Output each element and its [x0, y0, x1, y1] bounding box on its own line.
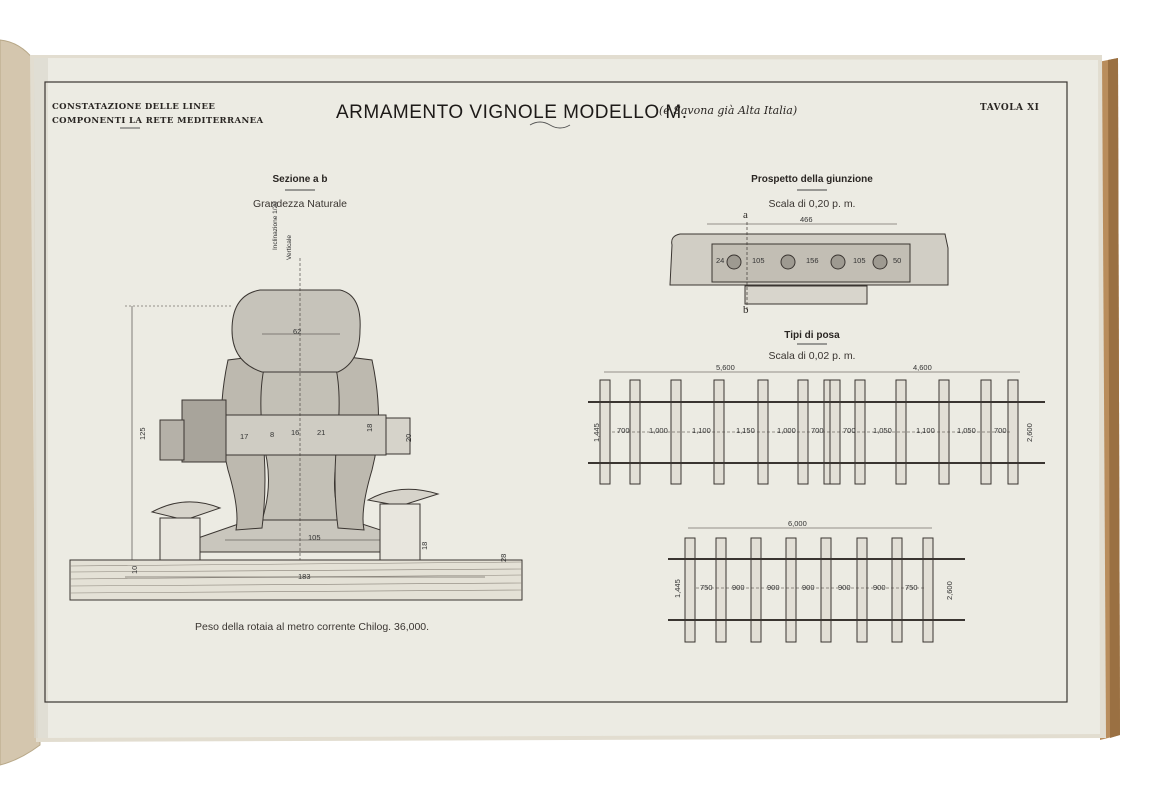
- track1-spacing: 1,050: [873, 426, 892, 435]
- section-ab-title: Sezione a b: [272, 174, 328, 185]
- junction-dim-105a: 105: [752, 256, 765, 265]
- dim-21: 21: [317, 428, 326, 437]
- label-inclination: Inclinazione 1/20: [272, 201, 279, 250]
- track1-spacing: 700: [994, 426, 1007, 435]
- dim-28: 28: [499, 553, 508, 562]
- plate-title: ARMAMENTO VIGNOLE MODELLO M.: [336, 102, 688, 123]
- dim-10: 10: [130, 565, 139, 574]
- junction-mark-a: a: [743, 209, 748, 221]
- track2-spacing: 900: [838, 583, 851, 592]
- junction-dim-50: 50: [893, 256, 902, 265]
- track2-gauge-left: 1,445: [673, 579, 682, 598]
- header-collection-label: [52, 100, 264, 128]
- junction-scale: Scala di 0,20 p. m.: [768, 198, 856, 210]
- dim-rail-height: 125: [138, 427, 147, 440]
- dim-18: 18: [420, 541, 429, 550]
- track2-gauge-right: 2,600: [945, 581, 954, 600]
- track1-dim-left: 5,600: [716, 363, 735, 372]
- dim-16: 16: [291, 428, 300, 437]
- section-ab-subtitle: Grandezza Naturale: [253, 198, 347, 210]
- dim-base-width: 105: [308, 533, 321, 542]
- dim-head-width: 62: [293, 327, 302, 336]
- track2-spacing: 750: [905, 583, 918, 592]
- header-line-1: CONSTATAZIONE DELLE LINEE: [52, 102, 216, 112]
- laying-scale: Scala di 0,02 p. m.: [768, 350, 856, 362]
- track1-spacing: 700: [811, 426, 824, 435]
- junction-dim-105b: 105: [853, 256, 866, 265]
- track1-dim-right: 4,600: [913, 363, 932, 372]
- plate-subtitle: (e Savona già Alta Italia): [659, 104, 798, 117]
- dim-sleeper-width: 183: [298, 572, 311, 581]
- track2-dim-top: 6,000: [788, 519, 807, 528]
- dim-18b: 18: [365, 423, 374, 432]
- track2-spacing: 900: [732, 583, 745, 592]
- rail-weight-caption: Peso della rotaia al metro corrente Chilog. 36,000.: [195, 621, 430, 633]
- track2-spacing: 900: [802, 583, 815, 592]
- laying-title: Tipi di posa: [784, 330, 840, 341]
- junction-mark-b: b: [743, 304, 749, 316]
- track2-spacing: 750: [700, 583, 713, 592]
- header-line-2: COMPONENTI LA RETE MEDITERRANEA: [52, 116, 264, 126]
- dim-17: 17: [240, 432, 249, 441]
- label-vertical: Verticale: [286, 235, 293, 260]
- dim-20: 20: [404, 433, 413, 442]
- track1-spacing: 700: [843, 426, 856, 435]
- track1-spacing: 1,000: [649, 426, 668, 435]
- track1-gauge-left: 1,445: [592, 423, 601, 442]
- track1-spacing: 1,100: [916, 426, 935, 435]
- track2-spacing: 900: [767, 583, 780, 592]
- track1-gauge-right: 2,600: [1025, 423, 1034, 442]
- track2-spacing: 900: [873, 583, 886, 592]
- plate-number: TAVOLA XI: [980, 103, 1040, 113]
- junction-dim-total: 466: [800, 215, 813, 224]
- track1-spacing: 1,150: [736, 426, 755, 435]
- junction-dim-156: 156: [806, 256, 819, 265]
- track1-spacing: 1,050: [957, 426, 976, 435]
- track1-spacing: 1,000: [777, 426, 796, 435]
- junction-title: Prospetto della giunzione: [751, 174, 873, 185]
- junction-dim-24: 24: [716, 256, 725, 265]
- track1-spacing: 1,100: [692, 426, 711, 435]
- track1-spacing: 700: [617, 426, 630, 435]
- dim-8: 8: [270, 430, 275, 439]
